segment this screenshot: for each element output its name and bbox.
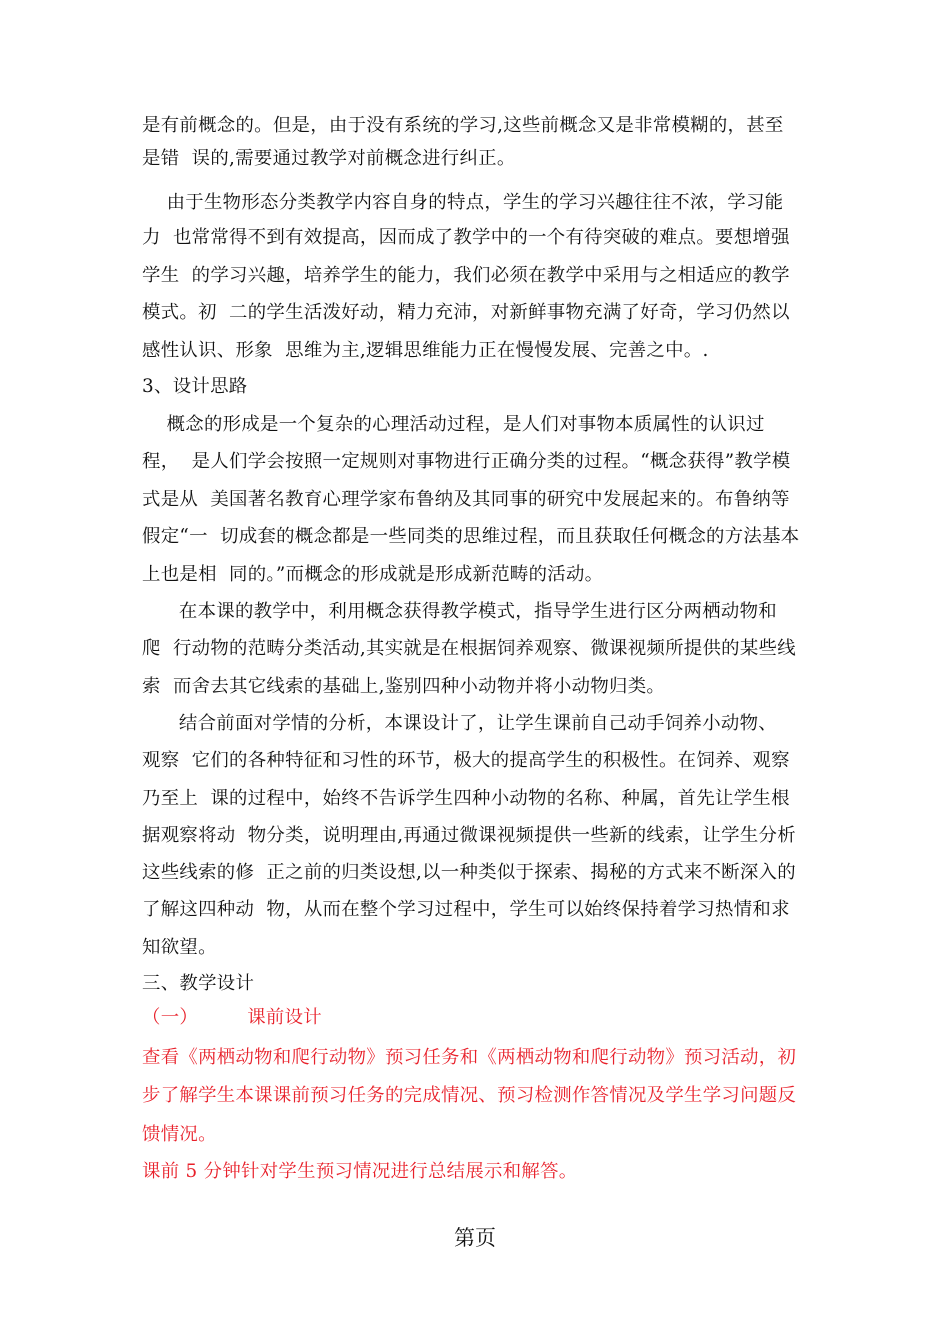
text-line: 据观察将动 物分类，说明理由,再通过微课视频提供一些新的线索，让学生分析 xyxy=(142,825,796,846)
text-line: 乃至上 课的过程中，始终不告诉学生四种小动物的名称、种属，首先让学生根 xyxy=(142,788,790,809)
section-heading: 三、教学设计 xyxy=(142,973,255,994)
text-line: 了解这四种动 物，从而在整个学习过程中，学生可以始终保持着学习热情和求 xyxy=(142,899,790,920)
text-line: 这些线索的修 正之前的归类设想,以一种类似于探索、揭秘的方式来不断深入的 xyxy=(142,862,796,883)
text-line: 结合前面对学情的分析，本课设计了，让学生课前自己动手饲养小动物、 xyxy=(142,713,777,734)
text-line: 是错 误的,需要通过教学对前概念进行纠正。 xyxy=(142,148,516,169)
text-line: 是有前概念的。但是，由于没有系统的学习,这些前概念又是非常模糊的，甚至 xyxy=(142,115,784,136)
text-line: 学生 的学习兴趣，培养学生的能力，我们必须在教学中采用与之相适应的教学 xyxy=(142,265,790,286)
text-line: 上也是相 同的。”而概念的形成就是形成新范畴的活动。 xyxy=(142,564,604,585)
highlighted-text-line: 馈情况。 xyxy=(142,1124,217,1145)
text-line: 感性认识、形象 思维为主,逻辑思维能力正在慢慢发展、完善之中。. xyxy=(142,340,709,361)
text-line: 概念的形成是一个复杂的心理活动过程，是人们对事物本质属性的认识过 xyxy=(142,414,765,435)
page-footer: 第页 xyxy=(454,1226,496,1250)
text-line: 索 而舍去其它线索的基础上,鉴别四种小动物并将小动物归类。 xyxy=(142,676,666,697)
text-line: 力 也常常得不到有效提高，因而成了教学中的一个有待突破的难点。要想增强 xyxy=(142,227,790,248)
text-line: 由于生物形态分类教学内容自身的特点，学生的学习兴趣往往不浓，学习能 xyxy=(142,192,784,213)
text-line: 在本课的教学中，利用概念获得教学模式，指导学生进行区分两栖动物和 xyxy=(142,601,777,622)
text-line: 式是从 美国著名教育心理学家布鲁纳及其同事的研究中发展起来的。布鲁纳等 xyxy=(142,489,790,510)
section-heading: 3、设计思路 xyxy=(142,376,248,397)
highlighted-text-line: 步了解学生本课课前预习任务的完成情况、预习检测作答情况及学生学习问题反 xyxy=(142,1085,797,1106)
text-line: 程， 是人们学会按照一定规则对事物进行正确分类的过程。“概念获得”教学模 xyxy=(142,451,791,472)
subsection-heading: （一） 课前设计 xyxy=(142,1007,323,1028)
text-line: 模式。初 二的学生活泼好动，精力充沛，对新鲜事物充满了好奇，学习仍然以 xyxy=(142,302,790,323)
text-line: 爬 行动物的范畴分类活动,其实就是在根据饲养观察、微课视频所提供的某些线 xyxy=(142,638,796,659)
text-line: 观察 它们的各种特征和习性的环节，极大的提高学生的积极性。在饲养、观察 xyxy=(142,750,790,771)
highlighted-text-line: 课前 5 分钟针对学生预习情况进行总结展示和解答。 xyxy=(142,1161,578,1182)
text-line: 知欲望。 xyxy=(142,937,217,958)
highlighted-text-line: 查看《两栖动物和爬行动物》预习任务和《两栖动物和爬行动物》预习活动，初 xyxy=(142,1047,797,1068)
text-line: 假定“一 切成套的概念都是一些同类的思维过程，而且获取任何概念的方法基本 xyxy=(142,526,800,547)
